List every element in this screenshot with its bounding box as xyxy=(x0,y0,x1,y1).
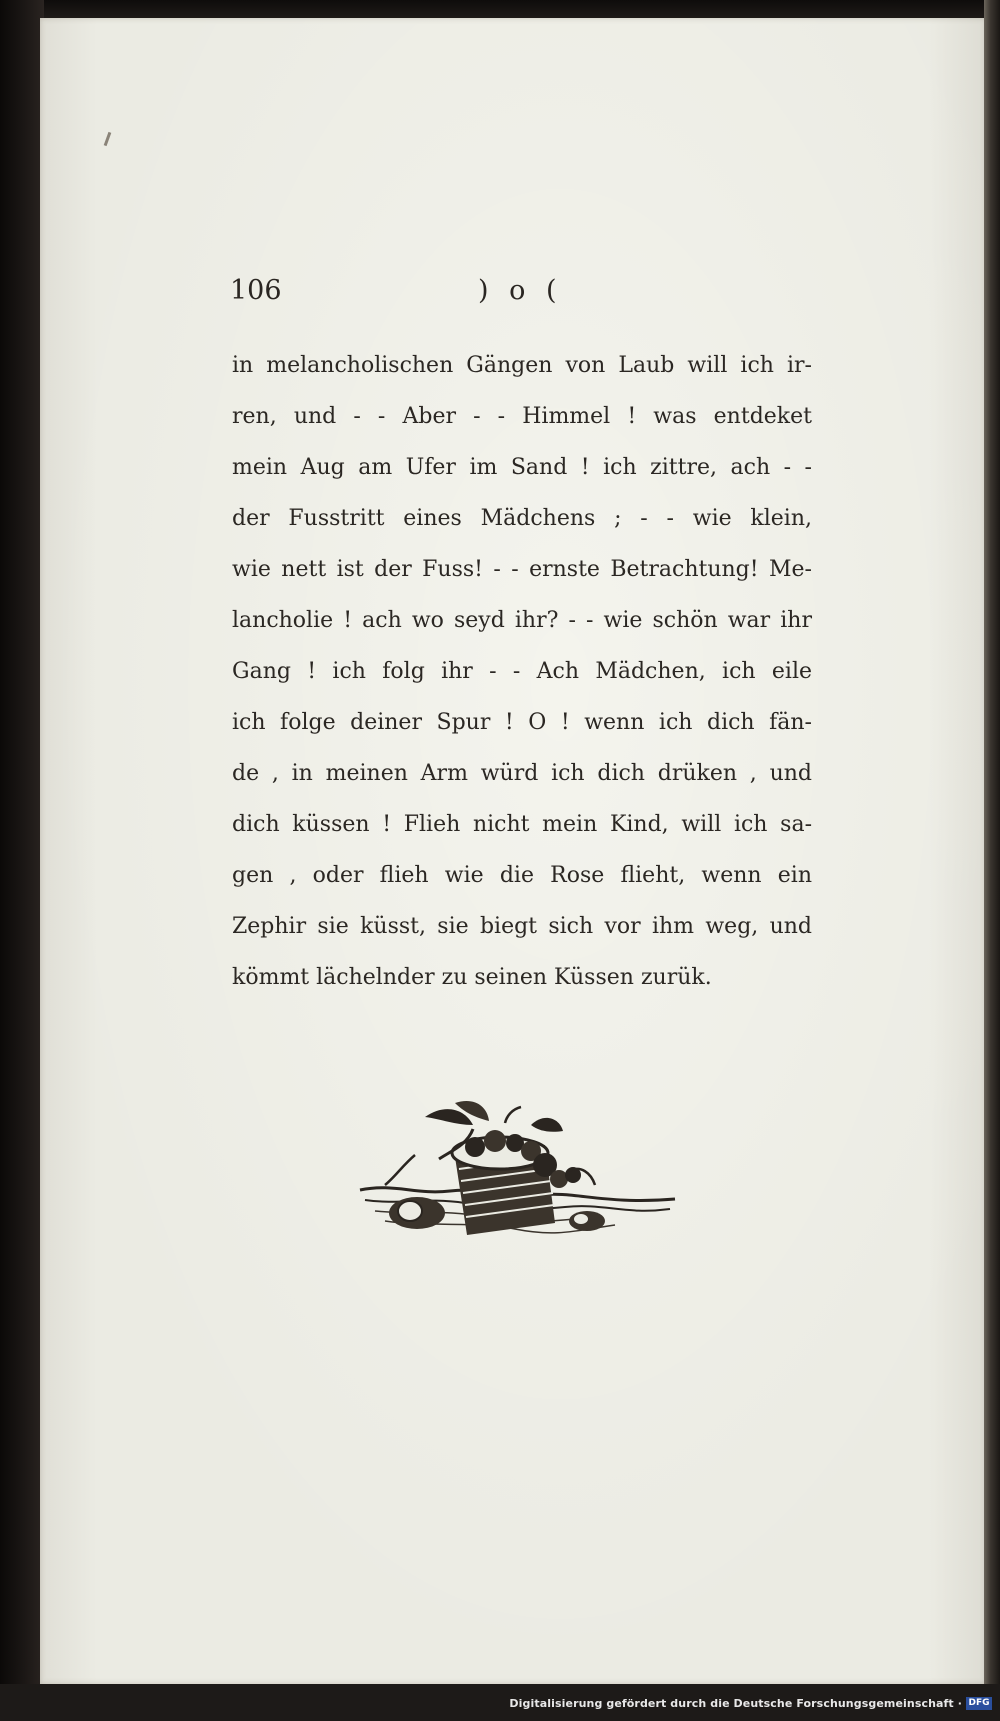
text-line: gen , oder flieh wie die Rose flieht, wenn ein xyxy=(232,863,812,888)
text-line: in melancholischen Gängen von Laub will ich ir- xyxy=(232,353,812,378)
text-line: dich küssen ! Flieh nicht mein Kind, will ich sa- xyxy=(232,812,812,837)
text-line: wie nett ist der Fuss! - - ernste Betrachtung! Me- xyxy=(232,557,812,582)
text-line: kömmt lächelnder zu seinen Küssen zurük. xyxy=(232,965,712,990)
fruit-basket-vignette-icon xyxy=(355,1095,680,1260)
text-line: Zephir sie küsst, sie biegt sich vor ihm weg, und xyxy=(232,914,812,939)
running-head: ) o ( xyxy=(478,275,563,306)
text-line: ren, und - - Aber - - Himmel ! was entdeket xyxy=(232,404,812,429)
dfg-logo-badge: DFG xyxy=(966,1697,992,1710)
text-line: der Fusstritt eines Mädchens ; - - wie klein, xyxy=(232,506,812,531)
text-line: de , in meinen Arm würd ich dich drüken , und xyxy=(232,761,812,786)
binding-edge xyxy=(0,0,44,1721)
text-line: ich folge deiner Spur ! O ! wenn ich dich fän- xyxy=(232,710,812,735)
digitization-credit: Digitalisierung gefördert durch die Deutsche Forschungsgemeinschaft · xyxy=(509,1697,962,1710)
body-text xyxy=(232,340,812,1003)
text-line: Gang ! ich folg ihr - - Ach Mädchen, ich eile xyxy=(232,659,812,684)
page-header xyxy=(230,275,820,315)
page-edge xyxy=(984,0,1000,1721)
page-number: 106 xyxy=(230,275,282,306)
text-line: lancholie ! ach wo seyd ihr? - - wie schön war ihr xyxy=(232,608,812,633)
text-line: mein Aug am Ufer im Sand ! ich zittre, ach - - xyxy=(232,455,812,480)
